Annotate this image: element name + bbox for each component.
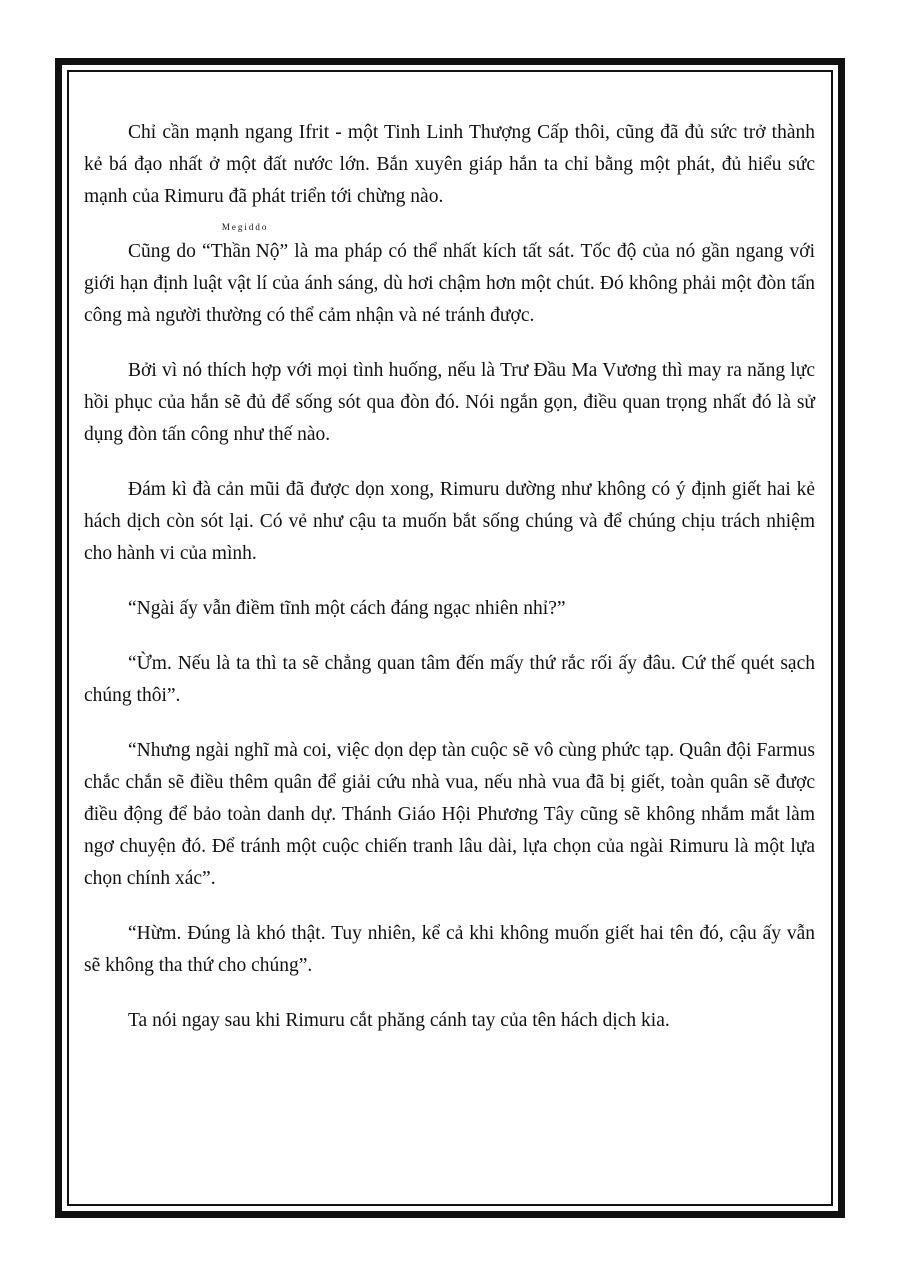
paragraph-2-after: ” là ma pháp có thể nhất kích tất sát. Tốc độ của nó gần ngang với giới hạn định luật vật lí của ánh sáng, dù hơi chậm hơn một chút. Đó không phải một đòn tấn công mà người thường có thể cảm nhận và né tránh được. (84, 241, 815, 326)
ruby-annotation: Megiddo (221, 222, 269, 232)
ruby-base: Thần Nộ (210, 241, 280, 262)
paragraph-4: Đám kì đà cản mũi đã được dọn xong, Rimuru dường như không có ý định giết hai kẻ hách dịch còn sót lại. Có vẻ như cậu ta muốn bắt sống chúng và để chúng chịu trách nhiệm cho hành vi của mình. (84, 479, 815, 564)
paragraph-8: “Hừm. Đúng là khó thật. Tuy nhiên, kể cả khi không muốn giết hai tên đó, cậu ấy vẫn sẽ không tha thứ cho chúng”. (84, 923, 815, 976)
ruby-word (210, 222, 280, 268)
paragraph-9: Ta nói ngay sau khi Rimuru cắt phăng cánh tay của tên hách dịch kia. (128, 1010, 670, 1031)
paragraph-2 (84, 222, 815, 332)
paragraph-6: “Ừm. Nếu là ta thì ta sẽ chẳng quan tâm đến mấy thứ rắc rối ấy đâu. Cứ thế quét sạch chúng thôi”. (84, 653, 815, 706)
paragraph-1: Chỉ cần mạnh ngang Ifrit - một Tinh Linh Thượng Cấp thôi, cũng đã đủ sức trở thành kẻ bá đạo nhất ở một đất nước lớn. Bắn xuyên giáp hắn ta chỉ bằng một phát, đủ hiểu sức mạnh của Rimuru đã phát triển tới chừng nào. (84, 122, 815, 207)
paragraph-7: “Nhưng ngài nghĩ mà coi, việc dọn dẹp tàn cuộc sẽ vô cùng phức tạp. Quân đội Farmus chắc chắn sẽ điều thêm quân để giải cứu nhà vua, nếu nhà vua đã bị giết, toàn quân sẽ được điều động để bảo toàn danh dự. Thánh Giáo Hội Phương Tây cũng sẽ không nhắm mắt làm ngơ chuyện đó. Để tránh một cuộc chiến tranh lâu dài, lựa chọn của ngài Rimuru là một lựa chọn chính xác”. (84, 740, 815, 889)
paragraph-5: “Ngài ấy vẫn điềm tĩnh một cách đáng ngạc nhiên nhỉ?” (128, 598, 566, 619)
paragraph-3: Bởi vì nó thích hợp với mọi tình huống, nếu là Trư Đầu Ma Vương thì may ra năng lực hồi phục của hắn sẽ đủ để sống sót qua đòn đó. Nói ngắn gọn, điều quan trọng nhất đó là sử dụng đòn tấn công như thế nào. (84, 360, 815, 445)
paragraph-2-before: Cũng do “ (128, 241, 211, 262)
page-text (84, 117, 815, 1060)
